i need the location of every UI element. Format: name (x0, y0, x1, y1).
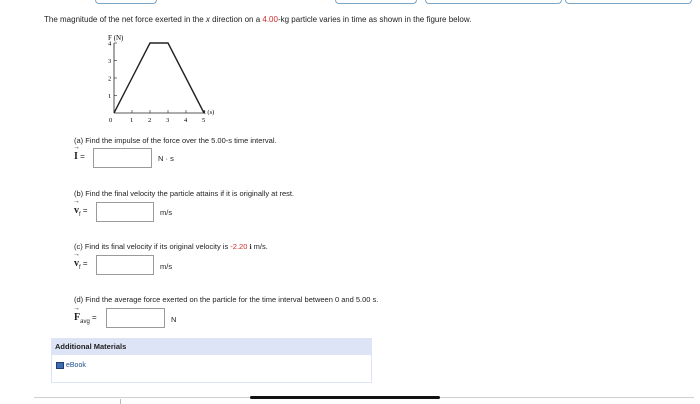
velocity-b-letter: v → (73, 197, 80, 216)
vector-arrow-icon: → (73, 197, 80, 205)
y-tick-label: 3 (108, 58, 112, 65)
home-indicator (250, 396, 440, 399)
question-c-text-2: m/s. (251, 242, 268, 251)
problem-prompt (44, 15, 471, 24)
bottom-tick (120, 399, 121, 404)
prompt-x-var: x (205, 15, 210, 24)
top-tab-4[interactable] (565, 0, 692, 4)
question-c-unit-vector: i (249, 242, 252, 251)
impulse-unit: N · s (158, 154, 174, 163)
prompt-text-1: The magnitude of the net force exerted in the (44, 15, 206, 24)
force-series-line (114, 43, 204, 113)
x-tick-label: 1 (130, 117, 134, 124)
x-tick-label: 4 (184, 117, 188, 124)
additional-materials-header: Additional Materials (51, 338, 372, 355)
question-b: (b) Find the final velocity the particle attains if it is originally at rest. (74, 189, 295, 198)
final-velocity-c-input[interactable] (96, 255, 154, 275)
final-velocity-b-symbol (73, 197, 88, 218)
x-axis-label: t (s) (204, 109, 215, 116)
question-c-text-1: (c) Find its final velocity if its original velocity is (74, 242, 231, 251)
final-velocity-b-input[interactable] (96, 202, 154, 222)
top-tab-2[interactable] (335, 0, 417, 4)
top-tab-3[interactable] (425, 0, 562, 4)
avg-force-letter: F → (73, 304, 81, 323)
additional-materials-panel (51, 355, 372, 383)
y-tick-label: 2 (108, 75, 112, 83)
x-tick-label: 5 (202, 117, 206, 124)
final-velocity-c-symbol (73, 250, 88, 271)
equals-a: = (77, 152, 85, 161)
book-icon (56, 362, 64, 369)
vector-arrow-icon: → (73, 143, 80, 151)
equals-d: = (89, 313, 97, 322)
x-tick-label: 2 (148, 117, 152, 124)
question-c (74, 242, 268, 251)
avg-force-symbol (73, 304, 97, 325)
prompt-text-3: -kg particle varies in time as shown in the figure below. (277, 15, 472, 24)
x-tick-label: 3 (166, 117, 170, 124)
velocity-c-letter: v → (73, 250, 80, 269)
prompt-mass: 4.00 (262, 15, 278, 24)
impulse-input[interactable] (93, 148, 152, 168)
question-d: (d) Find the average force exerted on the particle for the time interval between 0 and 5.00 s. (74, 295, 379, 304)
velocity-c-subscript: f (79, 265, 81, 271)
y-tick-label: 4 (108, 40, 112, 48)
avg-force-input[interactable] (106, 308, 165, 328)
force-time-graph (88, 30, 238, 128)
prompt-text-2: direction on a (209, 15, 263, 24)
avg-force-unit: N (171, 315, 177, 324)
impulse-symbol (73, 143, 85, 162)
avg-force-subscript: avg (80, 319, 90, 325)
y-tick-label: 1 (108, 93, 112, 100)
y-axis-label: F (N) (108, 34, 124, 42)
equals-c: = (80, 259, 88, 268)
equals-b: = (80, 206, 88, 215)
question-c-velocity: -2.20 (230, 242, 248, 251)
vector-arrow-icon: → (73, 304, 80, 312)
ebook-label: eBook (66, 362, 86, 369)
final-velocity-b-unit: m/s (160, 208, 173, 217)
vector-arrow-icon: → (73, 250, 80, 258)
ebook-link[interactable] (56, 362, 86, 369)
top-tab-1[interactable] (95, 0, 157, 4)
question-a: (a) Find the impulse of the force over the 5.00-s time interval. (74, 136, 277, 145)
impulse-symbol-letter: I → (73, 143, 80, 162)
final-velocity-c-unit: m/s (160, 262, 173, 271)
velocity-b-subscript: f (79, 212, 81, 218)
x-tick-label: 0 (109, 117, 113, 124)
